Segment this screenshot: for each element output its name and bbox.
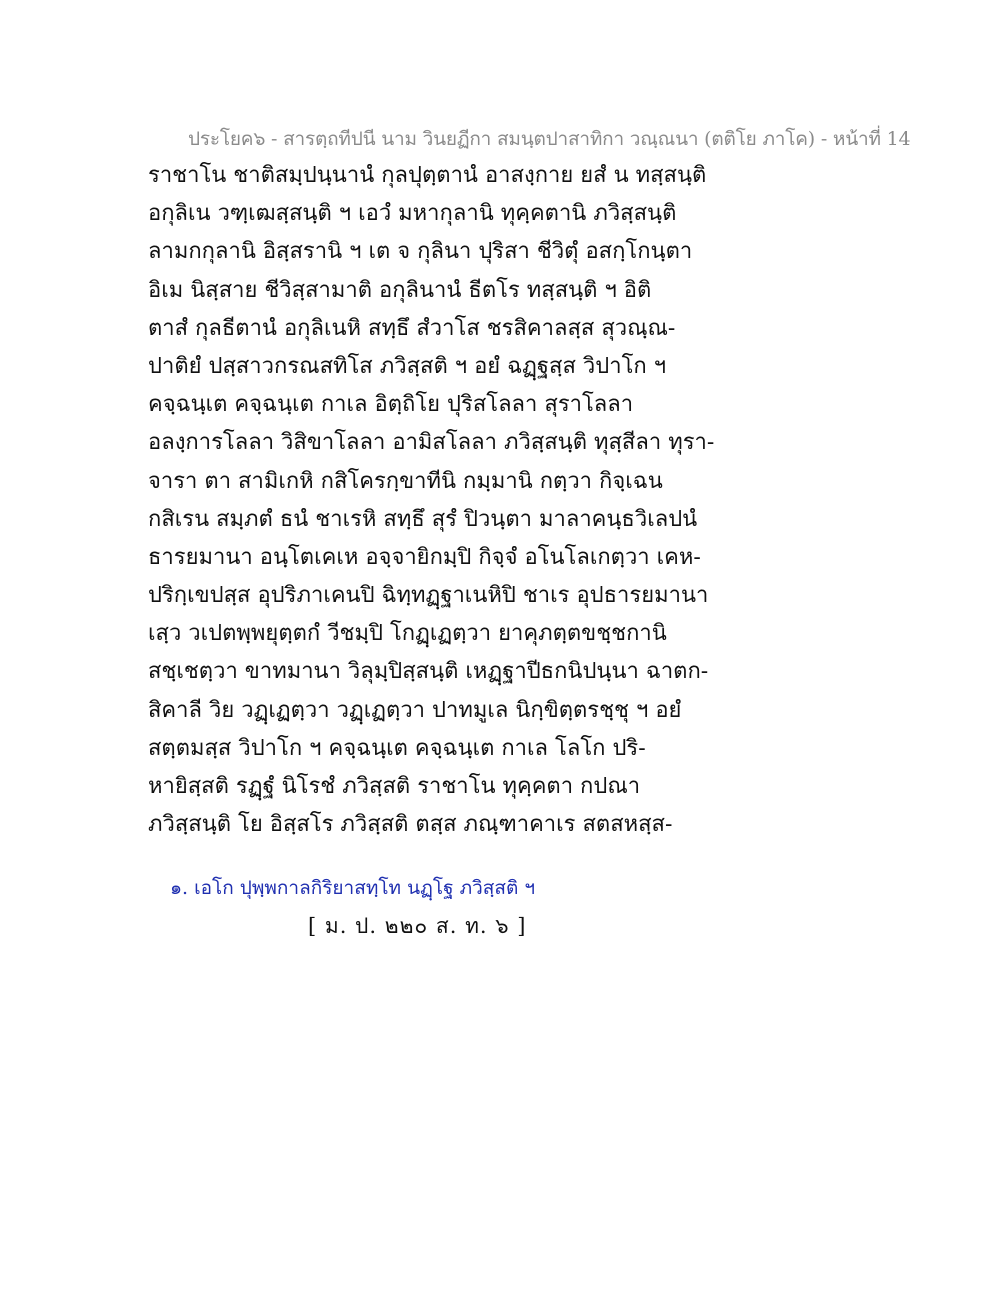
- text-line: อกุลิเน วฑฺเฒสฺสนฺติ ฯ เอวํ มหากุลานิ ทุคฺคตานิ ภวิสฺสนฺติ: [148, 201, 677, 227]
- text-line: สิคาลี วิย วฏฺเฏตฺวา วฏฺเฏตฺวา ปาทมูเล นิกฺขิตฺตรชฺชุ ฯ อยํ: [148, 697, 682, 723]
- text-line: คจฺฉนฺเต คจฺฉนฺเต กาเล อิตฺถิโย ปุริสโลลา สุราโลลา: [148, 392, 634, 418]
- body-text: [148, 157, 808, 844]
- text-line: เสฺว วเปตพฺพยุตฺตกํ วีชมฺปิ โกฏฺเฏตฺวา ยาคุภตฺตขชฺชกานิ: [148, 621, 667, 647]
- page-header: ประโยค๖ - สารตฺถทีปนี นาม วินยฏีกา สมนฺตปาสาทิกา วณฺณนา (ตติโย ภาโค) - หน้าที่ 14: [188, 128, 911, 150]
- text-line: จารา ตา สามิเกหิ กสิโครกฺขาทีนิ กมฺมานิ กตฺวา กิจฺเฉน: [148, 468, 663, 494]
- text-line: ปริกฺเขปสฺส อุปริภาเคนปิ ฉิทฺทฏฺฐาเนหิปิ ชาเร อุปธารยมานา: [148, 583, 709, 609]
- text-line: กสิเรน สมฺภตํ ธนํ ชาเรหิ สทฺธึ สุรํ ปิวนฺตา มาลาคนฺธวิเลปนํ: [148, 506, 698, 532]
- text-line: อิเม นิสฺสาย ชีวิสฺสามาติ อกุลินานํ ธีตโร ทสฺสนฺติ ฯ อิติ: [148, 277, 652, 303]
- text-line: ตาสํ กุลธีตานํ อกุลิเนหิ สทฺธึ สํวาโส ชรสิคาลสฺส สุวณฺณ-: [148, 315, 676, 341]
- text-line: ราชาโน ชาติสมฺปนฺนานํ กุลปุตฺตานํ อาสงฺกาย ยสํ น ทสฺสนฺติ: [148, 163, 707, 188]
- text-line: สชฺเชตฺวา ขาทมานา วิลุมฺปิสฺสนฺติ เหฏฺฐาปีธกนิปนฺนา ฉาตก-: [148, 659, 709, 685]
- text-line: ลามกกุลานิ อิสฺสรานิ ฯ เต จ กุลินา ปุริสา ชีวิตุํ อสกฺโกนฺตา: [148, 239, 693, 265]
- page-reference: [ ม. ป. ๒๒๐ ส. ท. ๖ ]: [308, 914, 527, 938]
- text-line: สตฺตมสฺส วิปาโก ฯ คจฺฉนฺเต คจฺฉนฺเต กาเล โลโก ปริ-: [148, 735, 646, 761]
- footnote: ๑. เอโก ปุพฺพกาลกิริยาสทฺโท นฏฺโฐ ภวิสฺสติ ฯ: [170, 877, 536, 899]
- text-line: ปาติยํ ปสฺสาวกรณสทิโส ภวิสฺสติ ฯ อยํ ฉฏฺฐสฺส วิปาโก ฯ: [148, 353, 667, 379]
- text-line: ภวิสฺสนฺติ โย อิสฺสโร ภวิสฺสติ ตสฺส ภณฺฑาคาเร สตสหสฺส-: [148, 812, 673, 838]
- text-line: หายิสฺสติ รฏฺฐํ นิโรชํ ภวิสฺสติ ราชาโน ทุคฺคตา กปณา: [148, 774, 641, 799]
- text-line: ธารยมานา อนฺโตเคเห อจฺจายิกมฺปิ กิจฺจํ อโนโลเกตฺวา เคห-: [148, 544, 701, 570]
- text-line: อลงฺการโลลา วิสิขาโลลา อามิสโลลา ภวิสฺสนฺติ ทุสฺสีลา ทุรา-: [148, 430, 715, 456]
